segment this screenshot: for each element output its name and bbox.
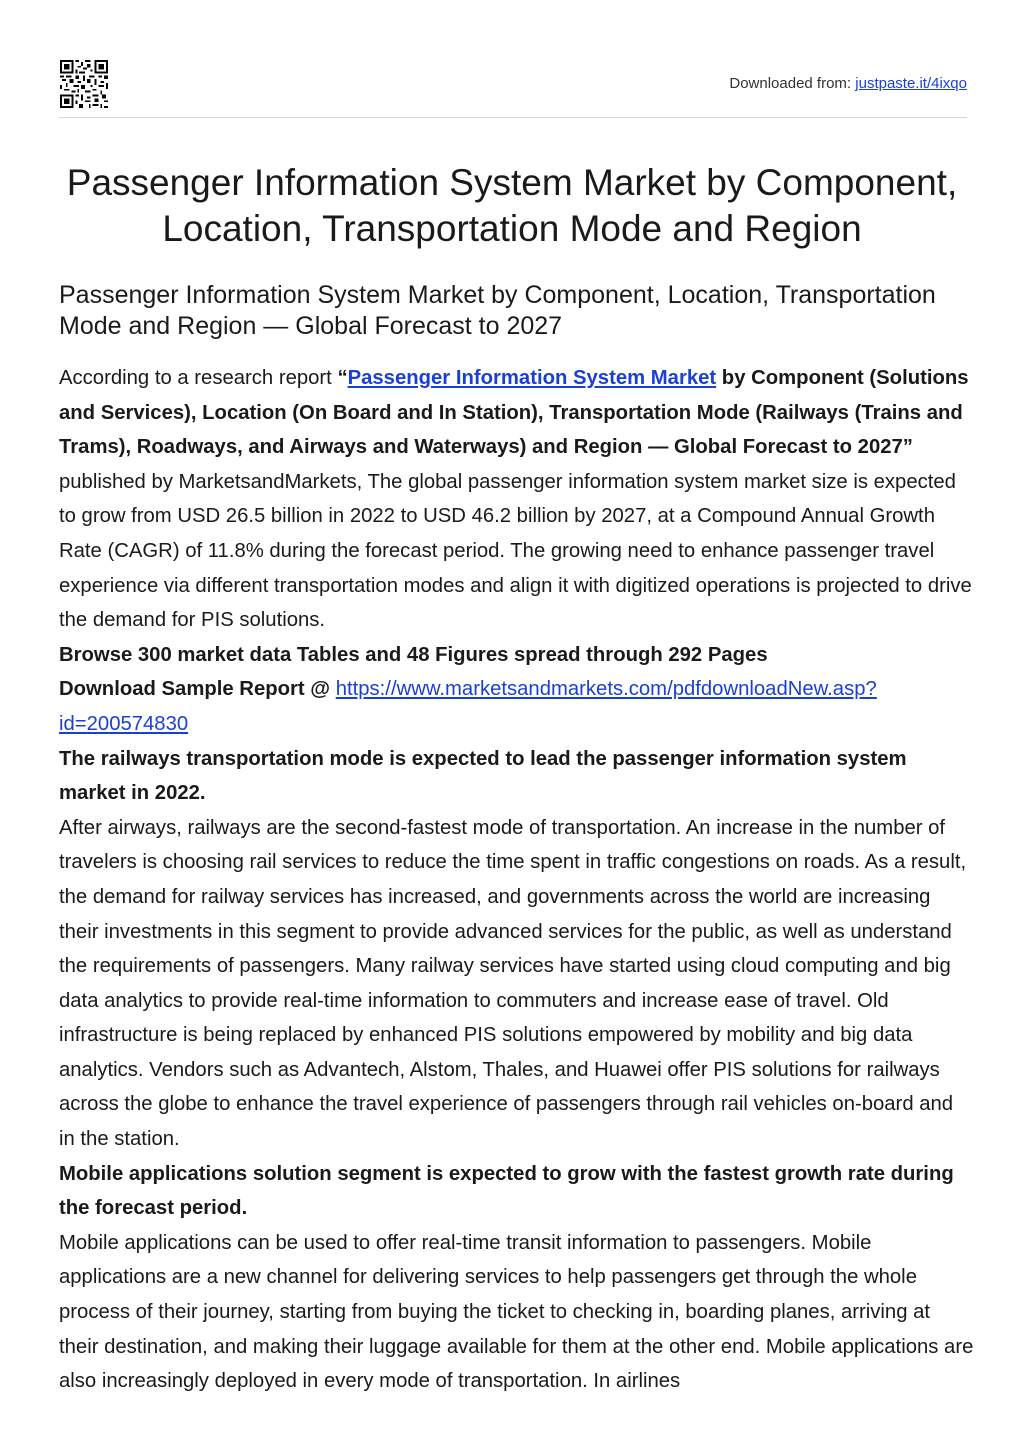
page-subtitle: Passenger Information System Market by Component, Location, Transportation Mode and Region — Global Forecast to 2027 — [59, 281, 936, 340]
report-link[interactable]: Passenger Information System Market — [347, 367, 717, 389]
download-sample-link[interactable]: https://www.marketsandmarkets.com/pdfdownloadNew.asp?id=200574830 — [59, 678, 877, 735]
downloaded-from-label: Downloaded from: — [729, 75, 852, 92]
section-heading-mobile: Mobile applications solution segment is expected to grow with the fastest growth rate during the forecast period. — [59, 1162, 954, 1220]
download-label: Download Sample Report @ — [59, 678, 336, 701]
open-quote: “ — [337, 367, 348, 389]
download-source — [729, 75, 967, 92]
browse-line: Browse 300 market data Tables and 48 Figures spread through 292 Pages — [59, 643, 768, 666]
section-body-railways: After airways, railways are the second-fastest mode of transportation. An increase in the number of travelers is choosing rail services to reduce the time spent in traffic congestions on roads. As a result, the demand for railway services has increased, and governments across the world are increasing their investments in this segment to provide advanced services for the public, as well as understand the requirements of passengers. Many railway services have started using cloud computing and big data analytics to provide real-time information to commuters and increase ease of travel. Old infrastructure is being replaced by enhanced PIS solutions empowered by mobility and big data analytics. Vendors such as Advantech, Alstom, Thales, and Huawei offer PIS solutions for railways across the globe to enhance the travel experience of passengers through rail vehicles on-board and in the station. — [59, 816, 967, 1151]
section-body-mobile: Mobile applications can be used to offer real-time transit information to passengers. Mobile applications are a new channel for delivering services to help passengers get through the whole process of their journey, starting from buying the ticket to checking in, boarding planes, arriving at their destination, and making their luggage available for them at the other end. Mobile applications are also increasingly deployed in every mode of transportation. In airlines — [59, 1231, 974, 1393]
page-title: Passenger Information System Market by Component, Location, Transportation Mode and Region — [66, 162, 958, 249]
article-body — [59, 361, 974, 1399]
download-line — [59, 672, 974, 741]
report-title-rest: by Component (Solutions and Services), Location (On Board and In Station), Transportation Mode (Railways (Trains and Trams), Roadways, and Airways and Waterways) and Region — Global Forecast to 2027” — [59, 367, 969, 459]
qr-code-icon — [60, 60, 108, 108]
source-link[interactable]: justpaste.it/4ixqo — [855, 75, 967, 92]
intro-body: published by MarketsandMarkets, The global passenger information system market size is expected to grow from USD 26.5 billion in 2022 to USD 46.2 billion by 2027, at a Compound Annual Growth Rate (CAGR) of 11.8% during the forecast period. The growing need to enhance passenger travel experience via different transportation modes and align it with digitized operations is projected to drive the demand for PIS solutions. — [59, 470, 972, 632]
section-heading-railways: The railways transportation mode is expected to lead the passenger information system market in 2022. — [59, 747, 907, 805]
header-divider — [59, 117, 967, 118]
intro-lead: According to a research report — [59, 367, 338, 389]
intro-paragraph — [59, 361, 974, 638]
